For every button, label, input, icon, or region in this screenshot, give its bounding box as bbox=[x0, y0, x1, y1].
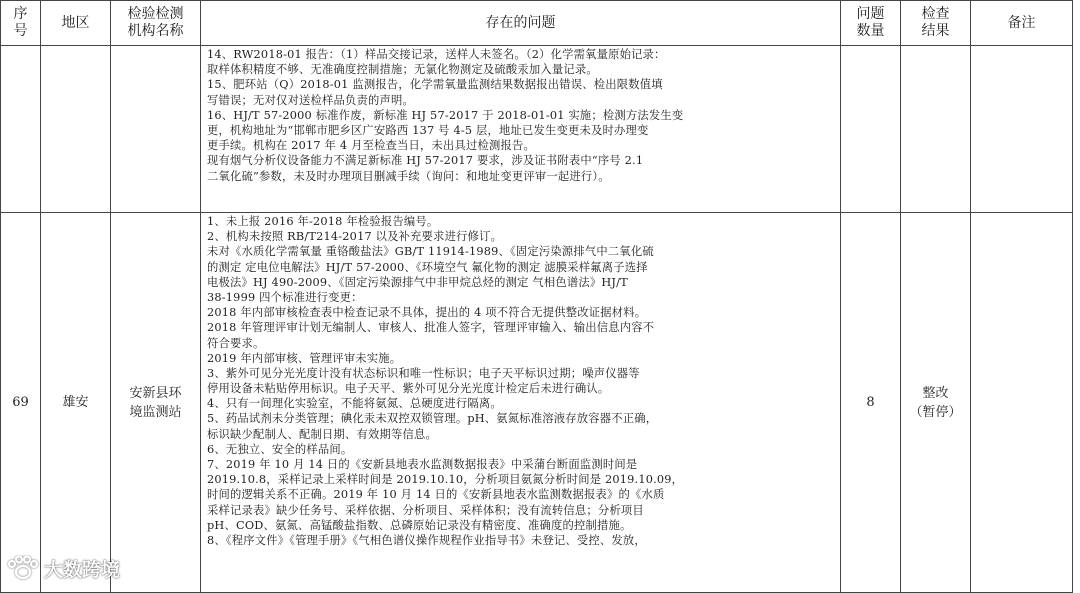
issue-line: 符合要求。 bbox=[207, 336, 265, 350]
issue-line: 2、机构未按照 RB/T214-2017 以及补充要求进行修订。 bbox=[207, 230, 503, 244]
org-cell: 安新县环 境监测站 bbox=[111, 213, 201, 593]
count-cell bbox=[841, 46, 901, 213]
issue-line: 1、未上报 2016 年-2018 年检验报告编号。 bbox=[207, 215, 439, 228]
issue-line: 时间的逻辑关系不正确。2019 年 10 月 14 日的《安新县地表水监测数据报表》的《水质 bbox=[207, 488, 665, 502]
issue-line: 的测定 定电位电解法》HJ/T 57-2000、《环境空气 氟化物的测定 滤膜采样氟离子选择 bbox=[207, 260, 648, 274]
watermark-text: 大数跨境 bbox=[44, 558, 121, 581]
header-seq: 序 号 bbox=[1, 1, 41, 46]
issue-line: 更，机构地址为“邯郸市肥乡区广安路西 137 号 4-5 层，地址已发生变更未及时办理变 bbox=[207, 123, 649, 137]
header-issues: 存在的问题 bbox=[201, 1, 841, 46]
issue-line: 停用设备未粘贴停用标识。电子天平、紫外可见分光光度计检定后未进行确认。 bbox=[207, 382, 610, 396]
issue-line: 2018 年内部审核检查表中检查记录不具体，提出的 4 项不符合无提供整改证据材料。 bbox=[207, 306, 647, 320]
header-row bbox=[1, 1, 1073, 46]
issue-line: 写错误；无对仅对送检样品负责的声明。 bbox=[207, 93, 414, 107]
region-cell: 雄安 bbox=[41, 213, 111, 593]
issue-line: 更手续。机构在 2017 年 4 月至检查当日，未出具过检测报告。 bbox=[207, 139, 536, 153]
count-cell: 8 bbox=[841, 213, 901, 593]
region-cell bbox=[41, 46, 111, 213]
issue-line: 现有烟气分析仪设备能力不满足新标准 HJ 57-2017 要求，涉及证书附表中“序号 2.1 bbox=[207, 154, 644, 168]
header-count: 问题 数量 bbox=[841, 1, 901, 46]
issue-line: 2019 年内部审核、管理评审未实施。 bbox=[207, 351, 402, 365]
issue-line: 未对《水质化学需氧量 重铬酸盐法》GB/T 11914-1989、《固定污染源排气中二氧化硫 bbox=[207, 245, 654, 259]
issue-line: 7、2019 年 10 月 14 日的《安新县地表水监测数据报表》中采蒲台断面监测时间是 bbox=[207, 458, 638, 471]
header-result: 检查 结果 bbox=[901, 1, 971, 46]
result-cell: 整改 （暂停） bbox=[901, 213, 971, 593]
issue-line: 2018 年管理评审计划无编制人、审核人、批准人签字，管理评审输入、输出信息内容不 bbox=[207, 321, 655, 335]
issue-line: pH、COD、氨氮、高锰酸盐指数、总磷原始记录没有精密度、准确度的控制措施。 bbox=[207, 518, 632, 532]
table-row-continued bbox=[1, 46, 1073, 213]
paw-logo-icon bbox=[6, 555, 40, 581]
issue-line: 8、《程序文件》《管理手册》《气相色谱仪操作规程作业指导书》未登记、受控、发放， bbox=[207, 533, 646, 547]
issue-line: 二氧化硫”参数，未及时办理项目删减手续（询问：和地址变更评审一起进行）。 bbox=[207, 169, 610, 183]
org-cell bbox=[111, 46, 201, 213]
seq-cell: 69 bbox=[1, 213, 41, 593]
issues-cell bbox=[201, 46, 841, 213]
watermark bbox=[6, 553, 120, 583]
header-note: 备注 bbox=[971, 1, 1073, 46]
issues-cell bbox=[201, 213, 841, 593]
issue-line: 14、RW2018-01 报告：（1）样品交接记录，送样人未签名。（2）化学需氧量原始记录： bbox=[207, 48, 666, 61]
result-cell bbox=[901, 46, 971, 213]
note-cell bbox=[971, 213, 1073, 593]
table-row bbox=[1, 213, 1073, 593]
issue-line: 15、肥环站（Q）2018-01 监测报告，化学需氧量监测结果数据报出错误、检出限数值填 bbox=[207, 78, 663, 92]
issue-line: 5、药品试剂未分类管理；碘化汞未双控双锁管理。pH、氨氮标准溶液存放容器不正确， bbox=[207, 412, 658, 426]
issue-line: 6、无独立、安全的样品间。 bbox=[207, 442, 353, 456]
issue-line: 标识缺少配制人、配制日期、有效期等信息。 bbox=[207, 427, 437, 441]
note-cell bbox=[971, 46, 1073, 213]
header-org: 检验检测 机构名称 bbox=[111, 1, 201, 46]
issue-line: 16、HJ/T 57-2000 标准作废，新标准 HJ 57-2017 于 2018-01-01 实施；检测方法发生变 bbox=[207, 108, 684, 122]
issue-line: 采样记录表》缺少任务号、采样依据、分析项目、采样体积；没有流转信息；分析项目 bbox=[207, 503, 644, 517]
issue-line: 4、只有一间理化实验室，不能将氨氮、总硬度进行隔离。 bbox=[207, 397, 502, 411]
issue-line: 3、紫外可见分光光度计没有状态标识和唯一性标识；电子天平标识过期；噪声仪器等 bbox=[207, 366, 640, 380]
issue-line: 2019.10.8，采样记录上采样时间是 2019.10.10，分析项目氨氮分析时间是 2019.10.09， bbox=[207, 473, 684, 487]
seq-cell bbox=[1, 46, 41, 213]
issue-line: 电极法》HJ 490-2009、《固定污染源排气中非甲烷总烃的测定 气相色谱法》HJ/T bbox=[207, 275, 628, 289]
issue-line: 38-1999 四个标准进行变更： bbox=[207, 290, 363, 304]
header-region: 地区 bbox=[41, 1, 111, 46]
issue-line: 取样体积精度不够、无准确度控制措施；无氯化物测定及硫酸汞加入量记录。 bbox=[207, 63, 598, 77]
